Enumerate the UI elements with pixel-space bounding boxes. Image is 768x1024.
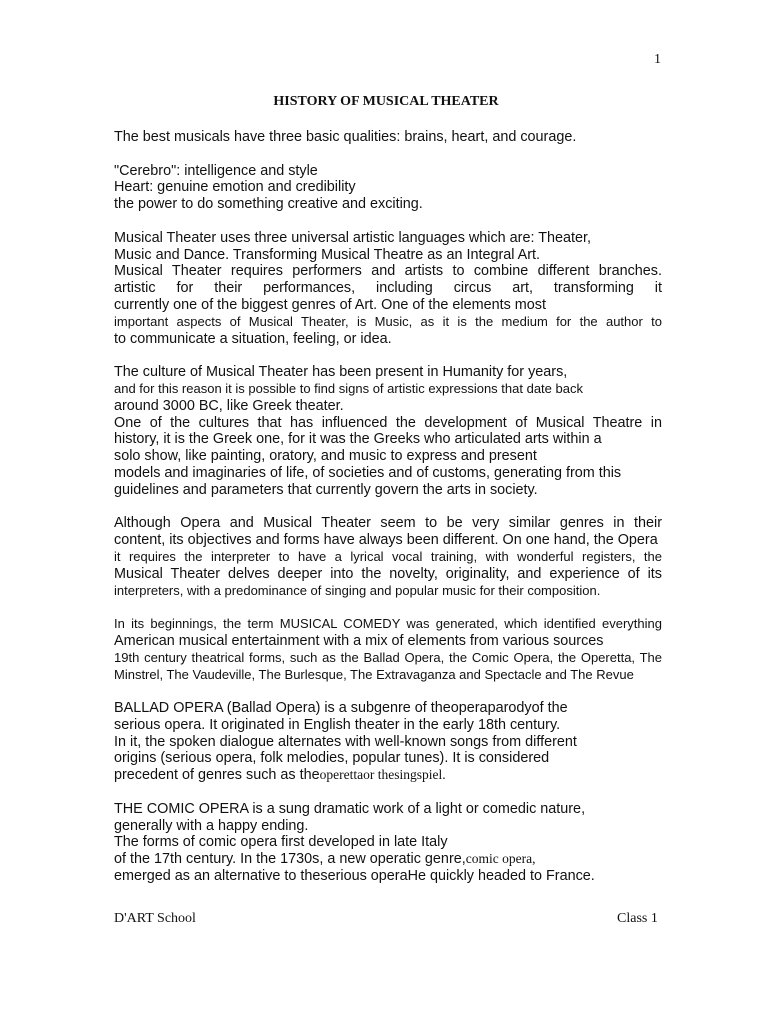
text-run: important aspects of Musical Theater, is Music, as it is the medium for the author to bbox=[114, 313, 662, 329]
text-line bbox=[114, 129, 662, 146]
text-run: content, its objectives and forms have always been different. On one hand, the Opera bbox=[114, 532, 658, 549]
text-line bbox=[114, 179, 662, 196]
text-line bbox=[114, 515, 662, 532]
text-line bbox=[114, 801, 662, 818]
footer-class-label: Class 1 bbox=[617, 911, 658, 926]
footer-school-name: D'ART School bbox=[114, 911, 196, 926]
text-run: and for this reason it is possible to find signs of artistic expressions that date back bbox=[114, 380, 583, 396]
serif-text-run: comic opera, bbox=[465, 851, 536, 867]
paragraph-gap bbox=[114, 213, 662, 230]
text-line bbox=[114, 532, 662, 549]
text-run: Although Opera and Musical Theater seem to be very similar genres in their bbox=[114, 515, 662, 532]
text-line bbox=[114, 364, 662, 381]
text-line bbox=[114, 750, 662, 767]
paragraph bbox=[114, 616, 662, 683]
text-line bbox=[114, 314, 662, 331]
paragraph bbox=[114, 700, 662, 784]
text-run: Musical Theater requires performers and artists to combine different branches. bbox=[114, 263, 662, 280]
text-run: models and imaginaries of life, of societies and of customs, generating from this bbox=[114, 464, 622, 481]
text-run: solo show, like painting, oratory, and music to express and present bbox=[114, 448, 537, 465]
text-run: Musical Theater delves deeper into the novelty, originality, and experience of its bbox=[114, 565, 662, 582]
text-line bbox=[114, 818, 662, 835]
text-run: The culture of Musical Theater has been present in Humanity for years, bbox=[114, 364, 568, 381]
text-run: Minstrel, The Vaudeville, The Burlesque, The Extravaganza and Spectacle and The Revue bbox=[114, 666, 634, 682]
text-line bbox=[114, 834, 662, 851]
text-line bbox=[114, 700, 662, 717]
paragraph-gap bbox=[114, 146, 662, 163]
text-run: THE COMIC OPERA is a sung dramatic work of a light or comedic nature, bbox=[114, 800, 586, 817]
text-line bbox=[114, 398, 662, 415]
text-line bbox=[114, 431, 662, 448]
page-number: 1 bbox=[654, 52, 661, 67]
text-line bbox=[114, 247, 662, 264]
text-line bbox=[114, 448, 662, 465]
text-line bbox=[114, 868, 662, 885]
text-line bbox=[114, 549, 662, 566]
paragraph-gap bbox=[114, 499, 662, 516]
text-line bbox=[114, 297, 662, 314]
text-run: the power to do something creative and exciting. bbox=[114, 196, 423, 213]
text-line bbox=[114, 230, 662, 247]
text-run: guidelines and parameters that currently govern the arts in society. bbox=[114, 481, 538, 498]
text-run: generally with a happy ending. bbox=[114, 817, 309, 834]
text-run: currently one of the biggest genres of Art. One of the elements most bbox=[114, 296, 546, 313]
text-run: BALLAD OPERA (Ballad Opera) is a subgenre of theoperaparodyof the bbox=[114, 700, 568, 717]
text-run: "Cerebro": intelligence and style bbox=[114, 162, 318, 179]
text-run: precedent of genres such as the bbox=[114, 767, 320, 784]
text-run: to communicate a situation, feeling, or idea. bbox=[114, 330, 392, 347]
text-line bbox=[114, 415, 662, 432]
document-title: HISTORY OF MUSICAL THEATER bbox=[273, 94, 499, 109]
text-run: In its beginnings, the term MUSICAL COMEDY was generated, which identified everything bbox=[114, 616, 662, 632]
paragraph bbox=[114, 364, 662, 498]
paragraph-gap bbox=[114, 347, 662, 364]
text-line bbox=[114, 767, 662, 784]
text-line bbox=[114, 633, 662, 650]
paragraph-gap bbox=[114, 599, 662, 616]
paragraph-gap bbox=[114, 784, 662, 801]
text-line bbox=[114, 583, 662, 600]
text-run: history, it is the Greek one, for it was the Greeks who articulated arts within a bbox=[114, 431, 602, 448]
text-run: Heart: genuine emotion and credibility bbox=[114, 179, 356, 196]
paragraph bbox=[114, 163, 662, 213]
text-line bbox=[114, 482, 662, 499]
text-line bbox=[114, 280, 662, 297]
text-run: American musical entertainment with a mix of elements from various sources bbox=[114, 632, 604, 649]
paragraph-gap bbox=[114, 683, 662, 700]
text-line bbox=[114, 263, 662, 280]
paragraph bbox=[114, 230, 662, 348]
text-run: of the 17th century. In the 1730s, a new operatic genre, bbox=[114, 851, 466, 868]
paragraph bbox=[114, 515, 662, 599]
text-run: artistic for their performances, including circus art, transforming it bbox=[114, 280, 662, 297]
text-line bbox=[114, 667, 662, 684]
text-line bbox=[114, 196, 662, 213]
paragraph bbox=[114, 801, 662, 885]
text-run: In it, the spoken dialogue alternates with well-known songs from different bbox=[114, 733, 577, 750]
text-run: it requires the interpreter to have a lyrical vocal training, with wonderful registers, the bbox=[114, 548, 662, 564]
text-line bbox=[114, 717, 662, 734]
text-run: emerged as an alternative to theserious operaHe quickly headed to France. bbox=[114, 868, 595, 885]
paragraph bbox=[114, 129, 662, 146]
text-line bbox=[114, 616, 662, 633]
text-run: serious opera. It originated in English theater in the early 18th century. bbox=[114, 716, 561, 733]
text-run: 19th century theatrical forms, such as the Ballad Opera, the Comic Opera, the Operetta, The bbox=[114, 649, 662, 665]
text-run: The best musicals have three basic qualities: brains, heart, and courage. bbox=[114, 129, 577, 145]
text-line bbox=[114, 566, 662, 583]
text-run: The forms of comic opera first developed in late Italy bbox=[114, 834, 448, 851]
text-line bbox=[114, 734, 662, 751]
text-run: Musical Theater uses three universal artistic languages which are: Theater, bbox=[114, 229, 592, 246]
text-run: origins (serious opera, folk melodies, popular tunes). It is considered bbox=[114, 750, 550, 767]
text-line bbox=[114, 851, 662, 868]
text-run: around 3000 BC, like Greek theater. bbox=[114, 397, 344, 414]
text-run: One of the cultures that has influenced the development of Musical Theatre in bbox=[114, 414, 662, 431]
text-line bbox=[114, 465, 662, 482]
serif-text-run: operettaor thesingspiel. bbox=[319, 767, 446, 783]
text-run: Music and Dance. Transforming Musical Theatre as an Integral Art. bbox=[114, 246, 541, 263]
text-line bbox=[114, 331, 662, 348]
text-line bbox=[114, 163, 662, 180]
text-line bbox=[114, 650, 662, 667]
text-run: interpreters, with a predominance of singing and popular music for their composition. bbox=[114, 582, 601, 598]
text-line bbox=[114, 381, 662, 398]
document-body bbox=[114, 129, 662, 885]
